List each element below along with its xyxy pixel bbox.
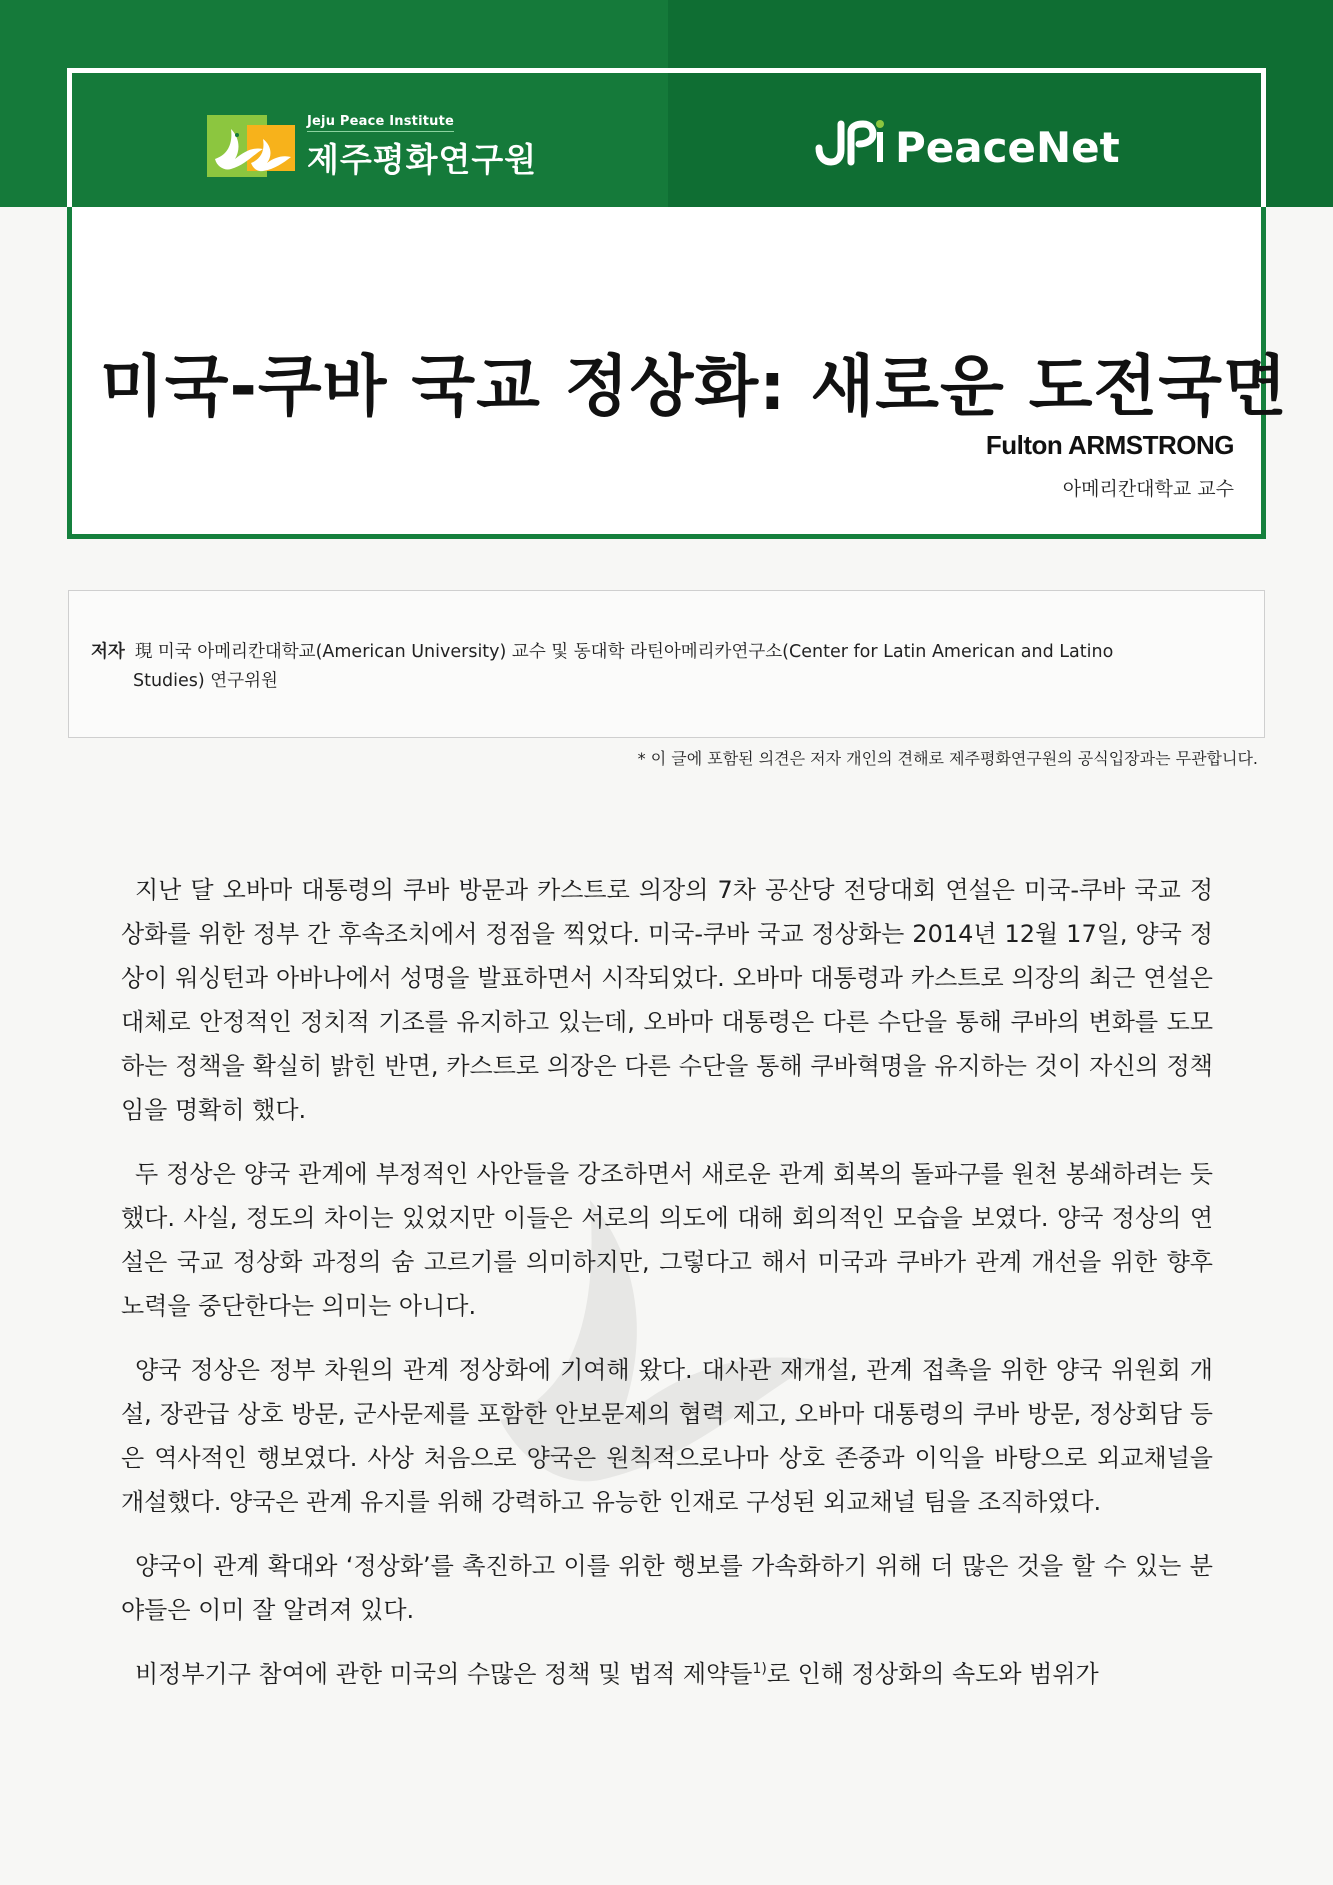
author-info-label: 저자 (91, 642, 125, 662)
author-name: Fulton ARMSTRONG (985, 430, 1234, 460)
jeju-peace-institute-logo (207, 110, 537, 181)
frame-top-edge (67, 68, 1266, 73)
body-paragraph-1: 지난 달 오바마 대통령의 쿠바 방문과 카스트로 의장의 7차 공산당 전당대회 연설은 미국-쿠바 국교 정상화를 위한 정부 간 후속조치에서 정점을 찍었다. 미국-쿠바 국교 정상화는 2014년 12월 17일, 양국 정상이 워싱턴과 아바나에서 성명을 발표하면서 시작되었다. 오바마 대통령과 카스트로 의장의 최근 연설은 대체로 안정적인 정치적 기조를 유지하고 있는데, 오바마 대통령은 다른 수단을 통해 쿠바의 변화를 도모하는 정책을 확실히 밝힌 반면, 카스트로 의장은 다른 수단을 통해 쿠바혁명을 유지하는 것이 자신의 정책임을 명확히 했다. (121, 876, 1213, 1124)
author-info-line1-text: 現 미국 아메리칸대학교(American University) 교수 및 동대학 라틴아메리카연구소(Center for Latin American and Latino (134, 642, 1114, 662)
body-paragraph-3: 양국 정상은 정부 차원의 관계 정상화에 기여해 왔다. 대사관 재개설, 관계 접촉을 위한 양국 위원회 개설, 장관급 상호 방문, 군사문제를 포함한 안보문제의 협력 제고, 오바마 대통령의 쿠바 방문, 정상회담 등은 역사적인 행보였다. 사상 처음으로 양국은 원칙적으로나마 상호 존중과 이익을 바탕으로 외교채널을 개설했다. 양국은 관계 유지를 위해 강력하고 유능한 인재로 구성된 외교채널 팀을 조직하였다. (121, 1356, 1213, 1516)
body-paragraph-2: 두 정상은 양국 관계에 부정적인 사안들을 강조하면서 새로운 관계 회복의 돌파구를 원천 봉쇄하려는 듯했다. 사실, 정도의 차이는 있었지만 이들은 서로의 의도에 대해 회의적인 모습을 보였다. 양국 정상의 연설은 국교 정상화 과정의 숨 고르기를 의미하지만, 그렇다고 해서 미국과 쿠바가 관계 개선을 위한 향후 노력을 중단한다는 의미는 아니다. (121, 1160, 1213, 1320)
institute-name-en: Jeju Peace Institute (307, 114, 454, 132)
body-paragraph-5-start: 비정부기구 참여에 관한 미국의 수많은 정책 및 법적 제약들 (135, 1660, 753, 1688)
body-paragraph-4: 양국이 관계 확대와 ‘정상화’를 촉진하고 이를 위한 행보를 가속화하기 위해 더 많은 것을 할 수 있는 분야들은 이미 잘 알려져 있다. (121, 1552, 1213, 1624)
institute-name-ko: 제주평화연구원 (307, 140, 538, 179)
body-paragraph-5 (121, 1652, 1213, 1696)
brand-name: PeaceNet (895, 123, 1120, 172)
jpi-mark (815, 118, 885, 177)
frame-right-edge (1261, 68, 1266, 207)
peacenet-logo (815, 118, 1120, 177)
author-info-line-2: Studies) 연구위원 (133, 671, 278, 691)
institute-name (307, 110, 537, 181)
author-affiliation: 아메리칸대학교 교수 (1062, 478, 1234, 500)
article-title: 미국-쿠바 국교 정상화: 새로운 도전국면 (100, 348, 1288, 425)
footnote-ref-1[interactable]: 1) (752, 1661, 767, 1677)
article-body (121, 868, 1213, 1716)
author-info-line-1 (91, 638, 1241, 667)
author-info-text (91, 638, 1241, 696)
dove-logo-icon (207, 115, 295, 177)
frame-left-edge (67, 68, 72, 207)
body-paragraph-5-end: 로 인해 정상화의 속도와 범위가 (766, 1660, 1099, 1688)
disclaimer: * 이 글에 포함된 의견은 저자 개인의 견해로 제주평화연구원의 공식입장과는 무관합니다. (637, 749, 1258, 768)
